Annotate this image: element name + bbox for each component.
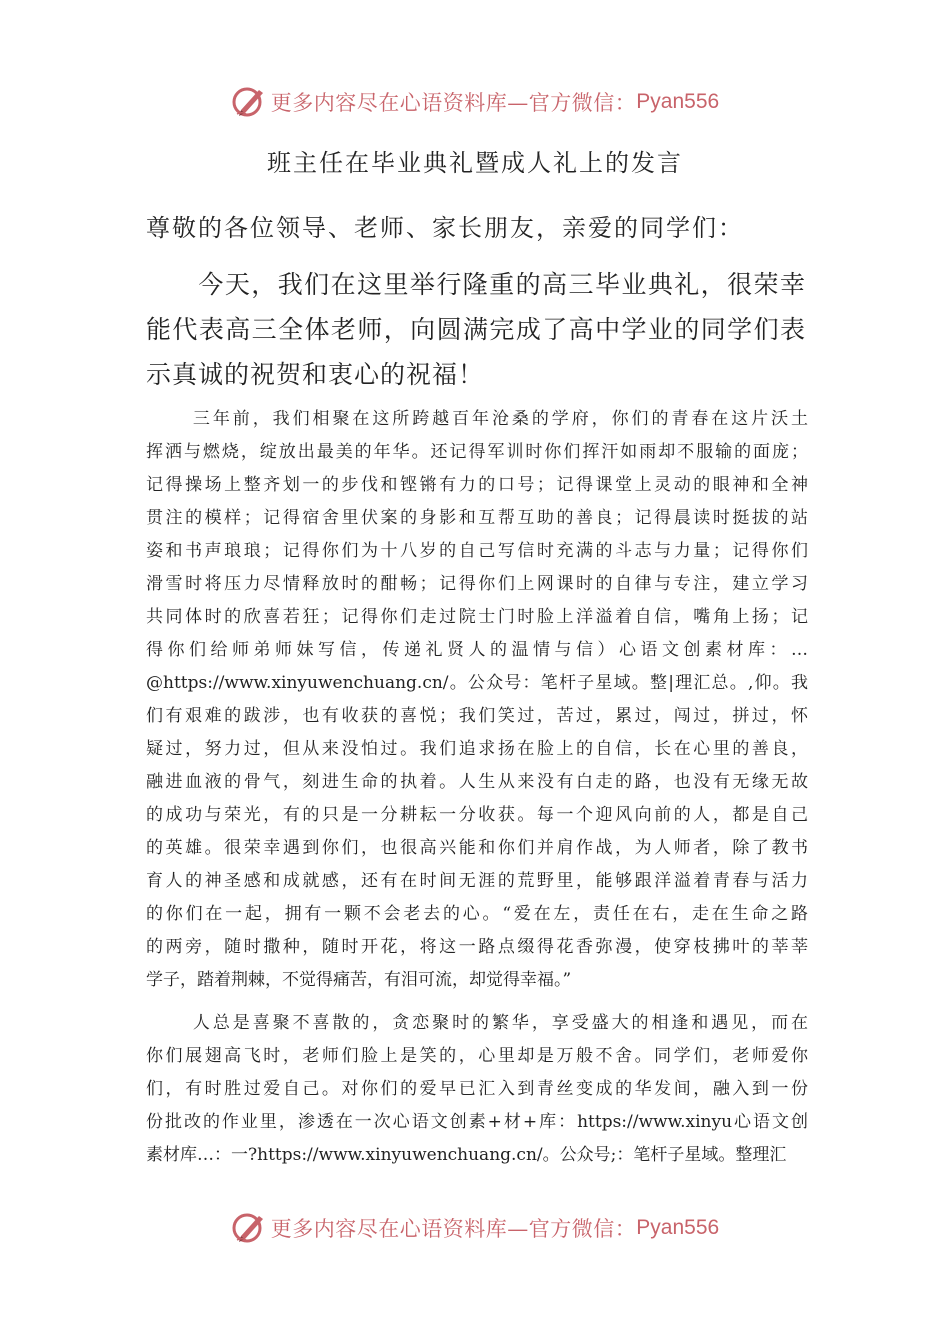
header-watermark [0, 82, 950, 122]
pen-logo-icon [231, 1210, 267, 1246]
watermark-wechat-id: Pyan556 [636, 90, 720, 113]
watermark-text: 更多内容尽在心语资料库—官方微信： [270, 1217, 637, 1241]
text-line: 共同体时的欣喜若狂；记得你们走过院士门时脸上洋溢着自信，嘴角上扬；记 [146, 607, 808, 627]
text-line: 滑雪时将压力尽情释放时的酣畅；记得你们上网课时的自律与专注，建立学习 [146, 574, 808, 594]
lead-line: 能代表高三全体老师，向圆满完成了高中学业的同学们表 [146, 315, 806, 344]
watermark-text: 更多内容尽在心语资料库—官方微信： [270, 91, 637, 115]
text-line: 素材库…：一?https://www.xinyuwenchuang.cn/。公众号;：笔杆子星域。整理汇 [146, 1145, 787, 1165]
body-paragraph-1 [146, 403, 808, 997]
lead-paragraph [146, 262, 806, 397]
pen-logo-icon [231, 84, 267, 120]
text-line: 记得操场上整齐划一的步伐和铿锵有力的口号；记得课堂上灵动的眼神和全神 [146, 475, 808, 495]
document-title: 班主任在毕业典礼暨成人礼上的发言 [267, 149, 683, 177]
text-line: 挥洒与燃烧，绽放出最美的年华。还记得军训时你们挥汗如雨却不服输的面庞； [146, 442, 808, 462]
text-line: 贯注的模样；记得宿舍里伏案的身影和互帮互助的善良；记得晨读时挺拔的站 [146, 508, 808, 528]
text-line: 的你们在一起，拥有一颗不会老去的心。“爱在左，责任在右，走在生命之路 [146, 904, 808, 924]
body-paragraph-2 [146, 1007, 808, 1172]
text-line: 的两旁，随时撒种，随时开花，将这一路点缀得花香弥漫，使穿枝拂叶的莘莘 [146, 937, 808, 957]
text-line: 人总是喜聚不喜散的，贪恋聚时的繁华，享受盛大的相逢和遇见，而在 [190, 1013, 808, 1033]
text-line: 的英雄。很荣幸遇到你们，也很高兴能和你们并肩作战，为人师者，除了教书 [146, 838, 808, 858]
text-line: 三年前，我们相聚在这所跨越百年沧桑的学府，你们的青春在这片沃土 [190, 409, 808, 429]
text-line: 学子，踏着荆棘，不觉得痛苦，有泪可流，却觉得幸福。” [146, 970, 572, 990]
text-line: 育人的神圣感和成就感，还有在时间无涯的荒野里，能够跟洋溢着青春与活力 [146, 871, 808, 891]
lead-line: 今天，我们在这里举行隆重的高三毕业典礼，很荣幸 [198, 270, 806, 299]
text-line: 们有艰难的跋涉，也有收获的喜悦；我们笑过，苦过，累过，闯过，拼过，怀 [146, 706, 808, 726]
salutation: 尊敬的各位领导、老师、家长朋友，亲爱的同学们： [146, 214, 744, 242]
text-line: 的成功与荣光，有的只是一分耕耘一分收获。每一个迎风向前的人，都是自己 [146, 805, 808, 825]
text-line: 你们展翅高飞时，老师们脸上是笑的，心里却是万般不舍。同学们，老师爱你 [146, 1046, 808, 1066]
footer-watermark [0, 1208, 950, 1248]
lead-line: 示真诚的祝贺和衷心的祝福！ [146, 360, 485, 389]
text-line: @https://www.xinyuwenchuang.cn/。公众号：笔杆子星域。整|理汇总。,仰。我 [146, 673, 808, 693]
text-line: 们，有时胜过爱自己。对你们的爱早已汇入到青丝变成的华发间，融入到一份 [146, 1079, 808, 1099]
text-line: 得你们给师弟师妹写信，传递礼贤人的温情与信）心语文创素材库：… [146, 640, 808, 660]
text-line: 份批改的作业里，渗透在一次心语文创素+材+库：https://www.xinyu心语文创 [146, 1112, 808, 1132]
text-line: 姿和书声琅琅；记得你们为十八岁的自己写信时充满的斗志与力量；记得你们 [146, 541, 808, 561]
watermark-wechat-id: Pyan556 [636, 1216, 720, 1239]
text-line: 疑过，努力过，但从来没怕过。我们追求扬在脸上的自信，长在心里的善良， [146, 739, 808, 759]
text-line: 融进血液的骨气，刻进生命的执着。人生从来没有白走的路，也没有无缘无故 [146, 772, 808, 792]
